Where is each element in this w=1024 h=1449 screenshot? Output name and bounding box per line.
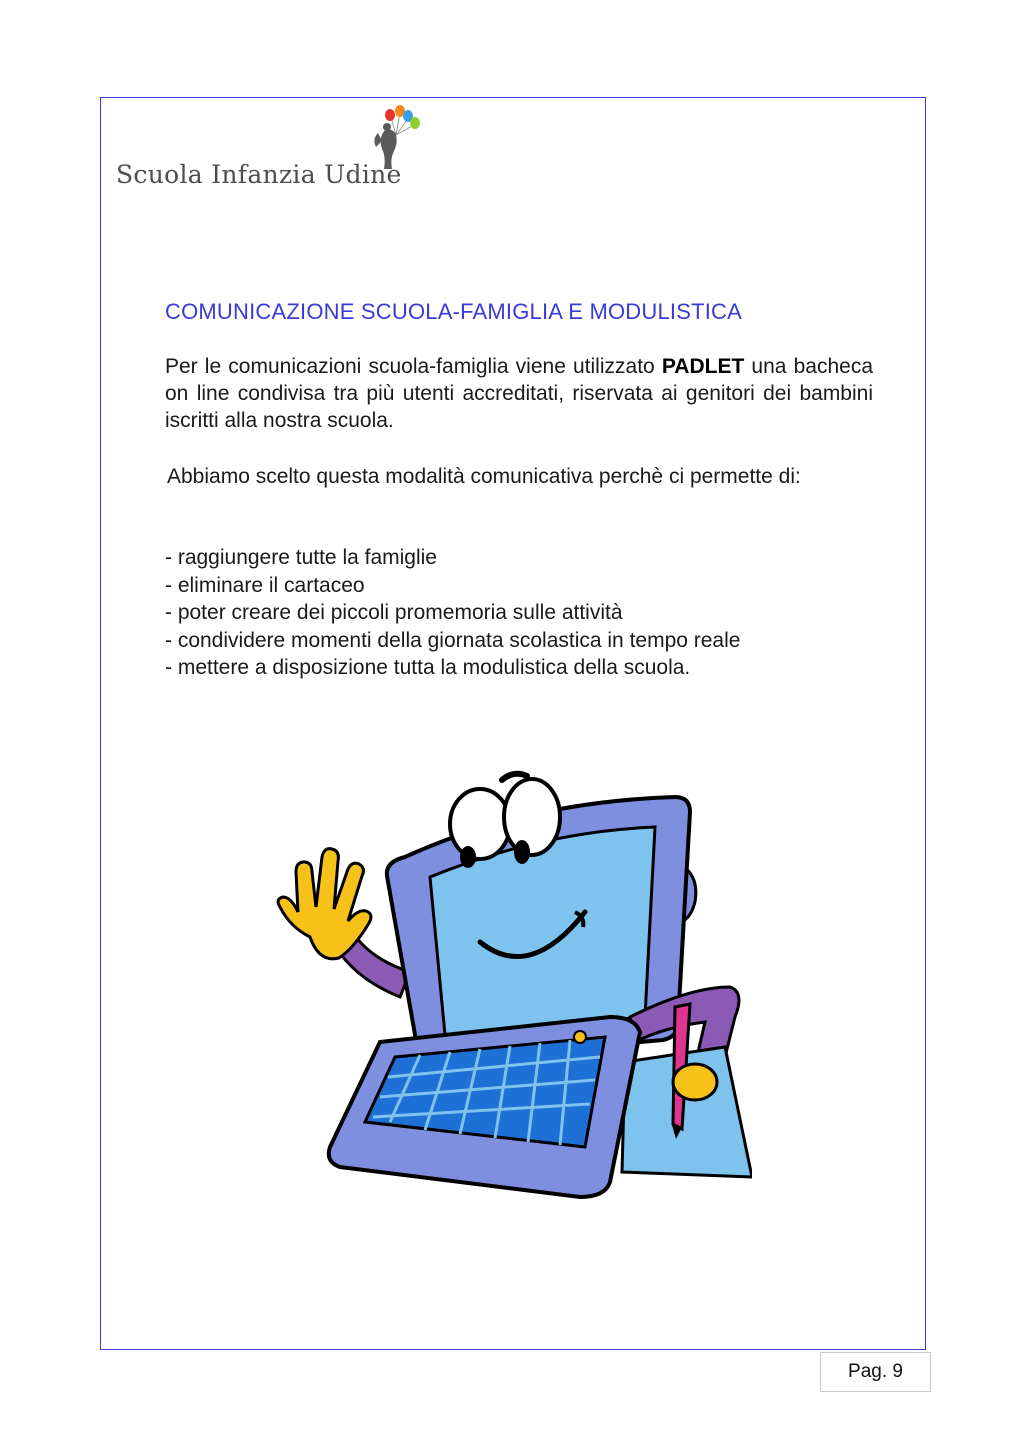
school-logo: [116, 105, 436, 200]
reason-paragraph: Abbiamo scelto questa modalità comunicativa perchè ci permette di:: [167, 465, 801, 488]
list-item: - eliminare il cartaceo: [165, 573, 365, 597]
intro-text-start: Per le comunicazioni scuola-famiglia viene utilizzato: [165, 355, 662, 378]
section-heading: COMUNICAZIONE SCUOLA-FAMIGLIA E MODULISTICA: [165, 299, 743, 324]
padlet-highlight: PADLET: [661, 355, 745, 378]
cartoon-laptop-icon: [270, 762, 752, 1202]
list-item: - raggiungere tutte la famiglie: [165, 546, 437, 569]
benefits-list: [165, 544, 740, 682]
logo-text: Scuola Infanzia Udine: [116, 160, 402, 189]
intro-paragraph: [165, 353, 873, 434]
intro-text-end: una bacheca on line condivisa tra più utenti accreditati, riservata ai genitori dei bambini iscritti alla nostra scuola.: [165, 355, 873, 432]
page-number: Pag. 9: [820, 1352, 931, 1392]
list-item: - poter creare dei piccoli promemoria sulle attività: [165, 601, 623, 624]
list-item: - condividere momenti della giornata scolastica in tempo reale: [165, 628, 741, 652]
list-item: - mettere a disposizione tutta la modulistica della scuola.: [165, 656, 691, 679]
